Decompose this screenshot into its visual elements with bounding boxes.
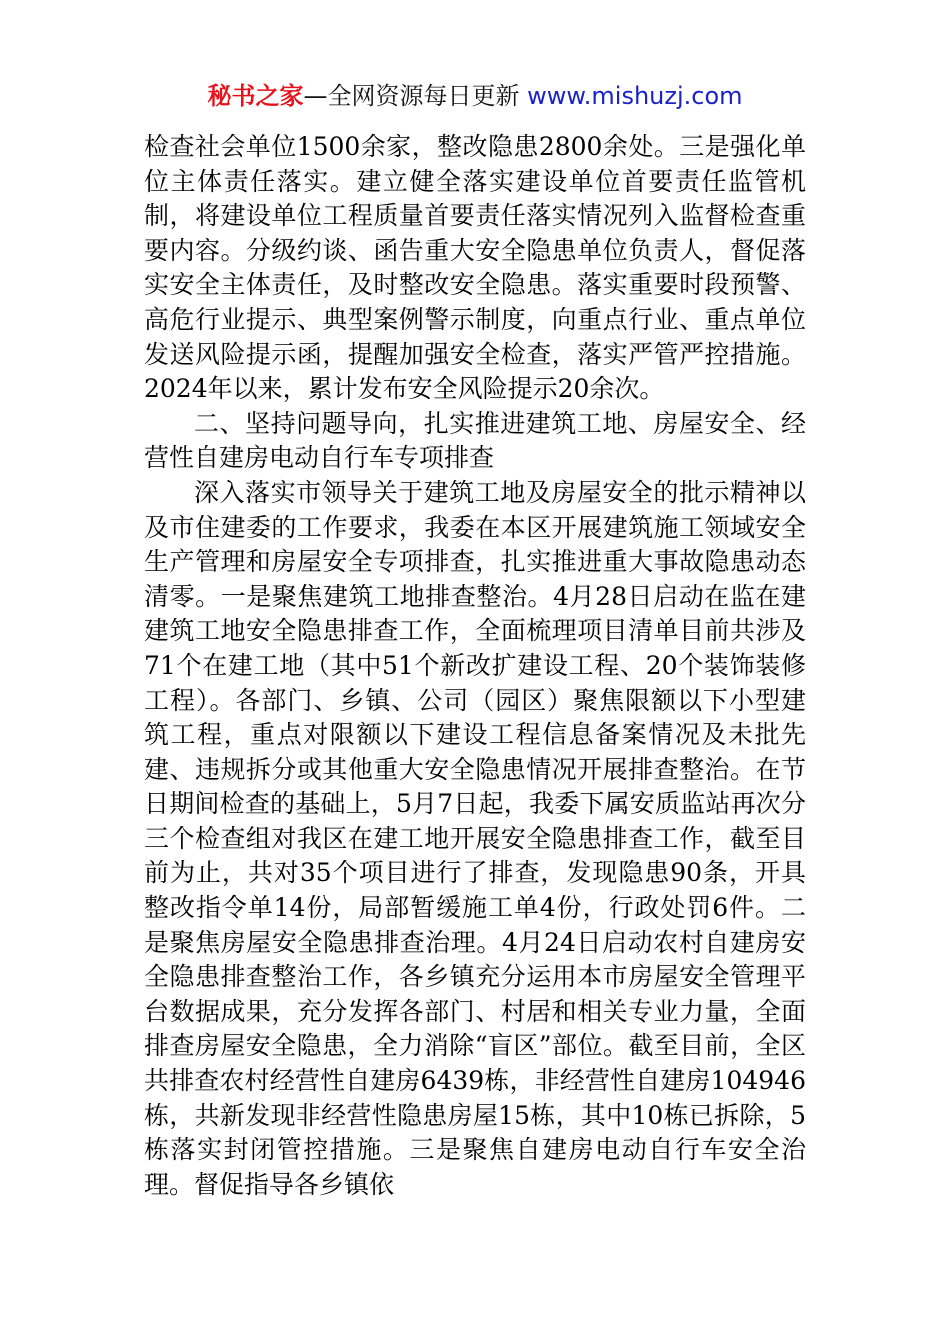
header-tagline: —全网资源每日更新 bbox=[303, 82, 528, 110]
paragraph-body: 深入落实市领导关于建筑工地及房屋安全的批示精神以及市住建委的工作要求，我委在本区开展建筑施工领域安全生产管理和房屋安全专项排查，扎实推进重大事故隐患动态清零。一是聚焦建筑工地排查整治。4月28日启动在监在建建筑工地安全隐患排查工作，全面梳理项目清单目前共涉及71个在建工地（其中51个新改扩建设工程、20个装饰装修工程）。各部门、乡镇、公司（园区）聚焦限额以下小型建筑工程，重点对限额以下建设工程信息备案情况及未批先建、违规拆分或其他重大安全隐患情况开展排查整治。在节日期间检查的基础上，5月7日起，我委下属安质监站再次分三个检查组对我区在建工地开展安全隐患排查工作，截至目前为止，共对35个项目进行了排查，发现隐患90条，开具整改指令单14份，局部暂缓施工单4份，行政处罚6件。二是聚焦房屋安全隐患排查治理。4月24日启动农村自建房安全隐患排查整治工作，各乡镇充分运用本市房屋安全管理平台数据成果，充分发挥各部门、村居和相关专业力量，全面排查房屋安全隐患，全力消除“盲区”部位。截至目前，全区共排查农村经营性自建房6439栋，非经营性自建房104946栋，共新发现非经营性隐患房屋15栋，其中10栋已拆除，5栋落实封闭管控措施。三是聚焦自建房电动自行车安全治理。督促指导各乡镇依 bbox=[144, 477, 806, 1199]
document-body bbox=[144, 130, 806, 1202]
website-link[interactable]: www.mishuzj.com bbox=[527, 82, 743, 110]
brand-name: 秘书之家 bbox=[207, 82, 304, 110]
paragraph-continuation: 检查社会单位1500余家，整改隐患2800余处。三是强化单位主体责任落实。建立健全落实建设单位首要责任监管机制，将建设单位工程质量首要责任落实情况列入监督检查重要内容。分级约谈、函告重大安全隐患单位负责人，督促落实安全主体责任，及时整改安全隐患。落实重要时段预警、高危行业提示、典型案例警示制度，向重点行业、重点单位发送风险提示函，提醒加强安全检查，落实严管严控措施。2024年以来，累计发布安全风险提示20余次。 bbox=[144, 132, 806, 404]
section-heading: 二、坚持问题导向，扎实推进建筑工地、房屋安全、经营性自建房电动自行车专项排查 bbox=[144, 408, 806, 473]
site-header bbox=[0, 80, 950, 112]
